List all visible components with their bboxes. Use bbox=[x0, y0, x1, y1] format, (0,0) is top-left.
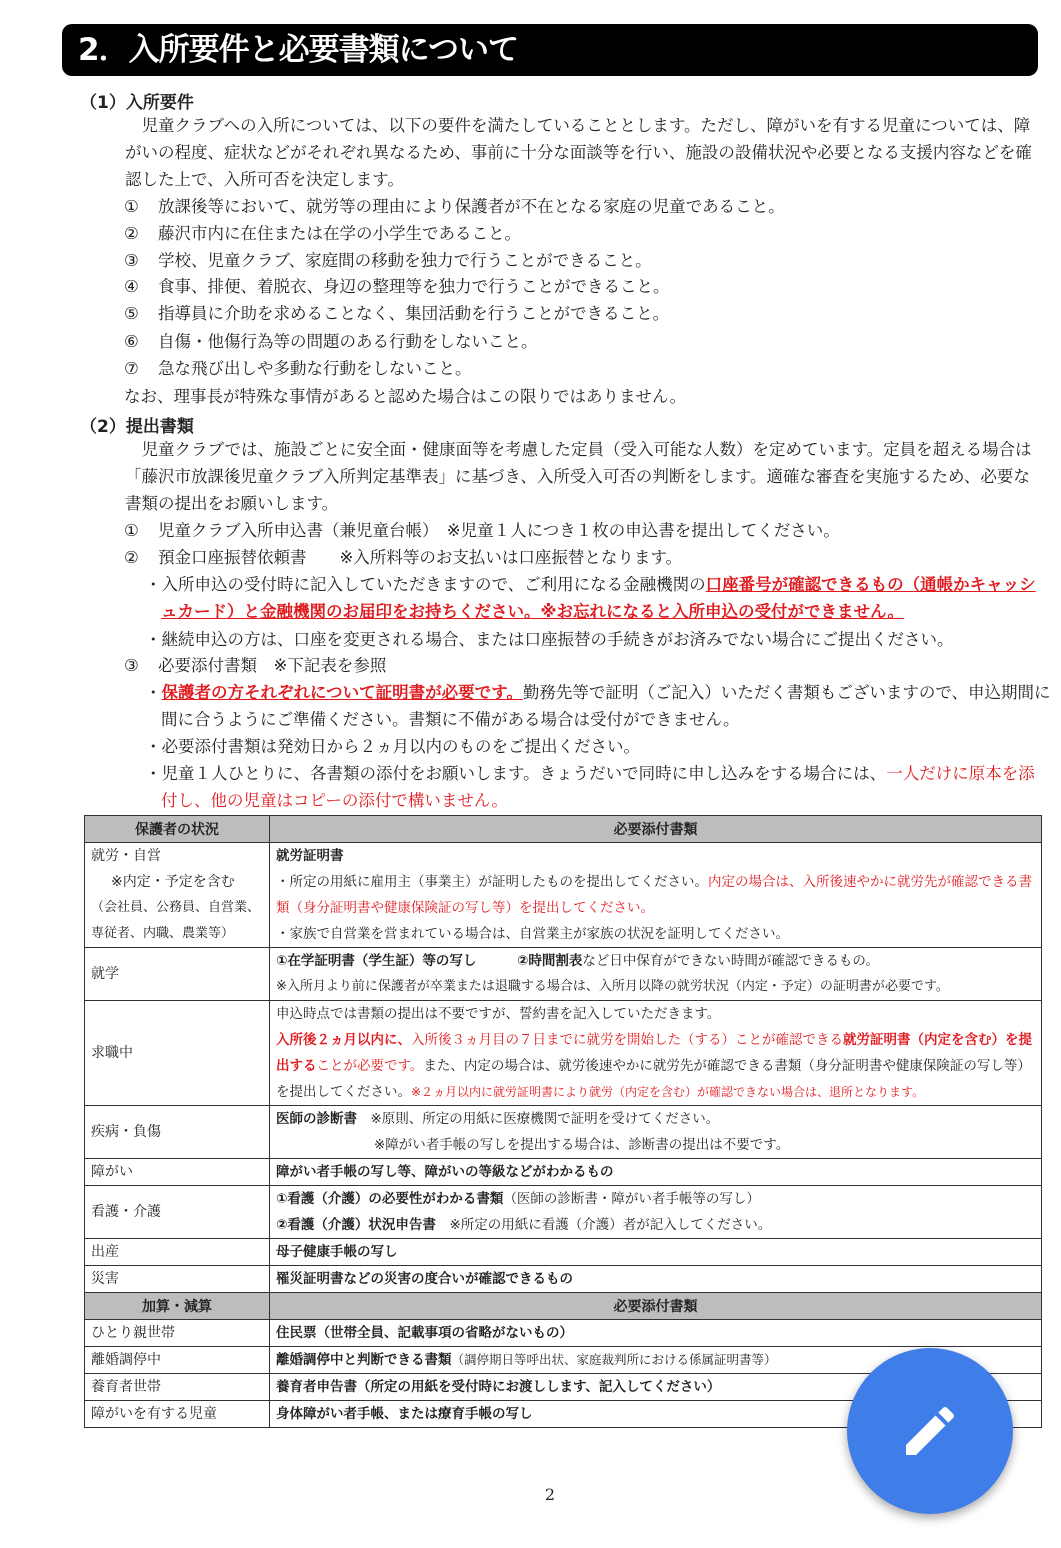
doc-title: ①看護（介護）の必要性がわかる書類 bbox=[276, 1191, 504, 1207]
cell-line: ※内定・予定を含む bbox=[111, 874, 235, 890]
table-cell-condition: 離婚調停中 bbox=[85, 1347, 270, 1374]
table-cell-documents bbox=[270, 1186, 1042, 1239]
doc-title: 離婚調停中と判断できる書類 bbox=[276, 1352, 452, 1368]
table-cell-documents bbox=[270, 843, 1042, 948]
table-header-cell: 必要添付書類 bbox=[270, 1293, 1042, 1320]
page-title: 2．入所要件と必要書類について bbox=[62, 24, 1038, 76]
table-cell-condition bbox=[85, 843, 270, 948]
bullet-emphasis: 保護者の方それぞれについて証明書が必要です。 bbox=[161, 683, 523, 702]
item-number: ② bbox=[124, 548, 139, 567]
table-cell-documents bbox=[270, 1106, 1042, 1159]
bullet-emphasis: 口座番号が確認できるもの（通帳かキャッシュカード）と金融機関のお届印をお持ちください。※お忘れになると入所申込の受付ができません。 bbox=[161, 575, 1036, 621]
item-number: ④ bbox=[124, 277, 139, 296]
doc-text: ※所定の用紙に看護（介護）者が記入してください。 bbox=[449, 1217, 772, 1233]
table-cell-condition: 障がいを有する児童 bbox=[85, 1401, 270, 1428]
item-text: 急な飛び出しや多動な行動をしないこと。 bbox=[158, 359, 472, 378]
list-item bbox=[124, 274, 670, 300]
doc-line bbox=[276, 948, 1035, 974]
requirements-intro: 児童クラブへの入所については、以下の要件を満たしていることとします。ただし、障がいを有する児童については、障がいの程度、症状などがそれぞれ異なるため、事前に十分な面談等を行い、施設の設備状況や必要となる支援内容などを確認した上で、入所可否を決定します。 bbox=[125, 116, 1032, 189]
item-number: ① bbox=[124, 521, 139, 540]
item-text: 学校、児童クラブ、家庭間の移動を独力で行うことができること。 bbox=[158, 251, 652, 270]
list-item bbox=[124, 194, 785, 220]
table-cell-condition: ひとり親世帯 bbox=[85, 1320, 270, 1347]
bullet-item bbox=[145, 571, 1051, 625]
item-text: 必要添付書類 ※下記表を参照 bbox=[158, 656, 387, 675]
table-row bbox=[85, 1239, 1042, 1266]
table-cell-condition: 求職中 bbox=[85, 1001, 270, 1106]
table-cell-documents: 母子健康手帳の写し bbox=[270, 1239, 1042, 1266]
table-header-row bbox=[85, 816, 1042, 843]
table-cell-documents: 養育者申告書（所定の用紙を受付時にお渡しします、記入してください） bbox=[270, 1374, 1042, 1401]
table-cell-condition: 障がい bbox=[85, 1159, 270, 1186]
table-cell-condition: 就学 bbox=[85, 948, 270, 1001]
table-header-cell: 加算・減算 bbox=[85, 1293, 270, 1320]
bullet-item: ・継続申込の方は、口座を変更される場合、または口座振替の手続きがお済みでない場合にご提出ください。 bbox=[145, 630, 954, 649]
bullet-item bbox=[145, 760, 1051, 814]
doc-line: ※入所月より前に保護者が卒業または退職する場合は、入所月以降の就労状況（内定・予定）の証明書が必要です。 bbox=[276, 979, 949, 994]
table-row bbox=[85, 1266, 1042, 1293]
bullet-text: ・入所申込の受付時に記入していただきますので、ご利用になる金融機関の bbox=[145, 575, 706, 594]
item-text: 藤沢市内に在住または在学の小学生であること。 bbox=[158, 224, 521, 243]
pencil-icon bbox=[898, 1399, 962, 1463]
list-item bbox=[124, 221, 521, 247]
table-row bbox=[85, 948, 1042, 1001]
bullet-item: ・必要添付書類は発効日から２ヵ月以内のものをご提出ください。 bbox=[145, 737, 640, 756]
doc-text: ・所定の用紙に雇用主（事業主）が証明したものを提出してください。 bbox=[276, 874, 708, 890]
item-number: ② bbox=[124, 224, 139, 243]
requirements-note: なお、理事長が特殊な事情があると認めた場合はこの限りではありません。 bbox=[124, 387, 686, 406]
table-cell-condition: 養育者世帯 bbox=[85, 1374, 270, 1401]
item-number: ⑤ bbox=[124, 304, 139, 323]
bullet-item: ・保護者の方それぞれについて証明書が必要です。勤務先等で証明（ご記入）いただく書類もございますので、申込期間に間に合うようにご準備ください。書類に不備がある場合は受付ができません。 bbox=[145, 683, 1051, 729]
doc-text-red: 内定の場合は、入所後速やかに就労先が確認できる書類（身分証明書や健康保険証の写し等）を提出してください。 bbox=[276, 874, 1032, 916]
item-number: ⑥ bbox=[124, 332, 139, 351]
doc-text: ※原則、所定の用紙に医療機関で証明を受けてください。 bbox=[370, 1111, 720, 1127]
item-text: 児童クラブ入所申込書（兼児童台帳） ※児童１人につき１枚の申込書を提出してください。 bbox=[158, 521, 840, 540]
section-title-documents: （2）提出書類 bbox=[80, 417, 194, 437]
doc-title: ②時間割表 bbox=[516, 953, 583, 969]
cell-line: 就労・自営 bbox=[91, 848, 161, 864]
table-row bbox=[85, 1106, 1042, 1159]
table-header-cell: 必要添付書類 bbox=[270, 816, 1042, 843]
doc-text: （調停期日等呼出状、家庭裁判所における係属証明書等） bbox=[451, 1352, 777, 1367]
table-cell-documents: 障がい者手帳の写し等、障がいの等級などがわかるもの bbox=[270, 1159, 1042, 1186]
documents-intro: 児童クラブでは、施設ごとに安全面・健康面等を考慮した定員（受入可能な人数）を定めています。定員を超える場合は「藤沢市放課後児童クラブ入所判定基準表」に基づき、入所受入可否の判断をします。適確な審査を実施するため、必要な書類の提出をお願いします。 bbox=[125, 440, 1032, 513]
list-item bbox=[124, 545, 682, 571]
doc-line: 申込時点では書類の提出は不要ですが、誓約書を記入していただきます。 bbox=[276, 1006, 721, 1022]
list-item bbox=[124, 653, 386, 679]
table-cell-documents: 罹災証明書などの災害の度合いが確認できるもの bbox=[270, 1266, 1042, 1293]
table-cell-documents: 住民票（世帯全員、記載事項の省略がないもの） bbox=[270, 1320, 1042, 1347]
section-title-requirements: （1）入所要件 bbox=[80, 93, 194, 113]
doc-text: など日中保育ができない時間が確認できるもの。 bbox=[582, 953, 879, 969]
doc-line: ※障がい者手帳の写しを提出する場合は、診断書の提出は不要です。 bbox=[374, 1137, 790, 1153]
table-cell-documents: 身体障がい者手帳、または療育手帳の写し bbox=[270, 1401, 1042, 1428]
list-item bbox=[124, 329, 538, 355]
page-number: 2 bbox=[544, 1485, 556, 1504]
doc-line bbox=[276, 1212, 1035, 1238]
table-cell-documents bbox=[270, 948, 1042, 1001]
doc-text-red: ことが必要です。 bbox=[316, 1058, 424, 1074]
edit-button[interactable] bbox=[847, 1348, 1013, 1514]
table-cell-documents bbox=[270, 1001, 1042, 1106]
table-header-row bbox=[85, 1293, 1042, 1320]
doc-title: 就労証明書 bbox=[276, 848, 344, 864]
table-cell-condition: 災害 bbox=[85, 1266, 270, 1293]
cell-line: （会社員、公務員、自営業、 bbox=[91, 900, 261, 915]
bullet-emphasis: 一人だけに原本を添付し、他の児童はコピーの添付で構いません。 bbox=[161, 764, 1035, 810]
doc-title: ②看護（介護）状況申告書 bbox=[276, 1217, 436, 1233]
doc-title: 医師の診断書 bbox=[276, 1111, 357, 1127]
bullet-text: ・児童１人ひとりに、各書類の添付をお願いします。きょうだいで同時に申し込みをする場合には、 bbox=[145, 764, 887, 783]
table-row bbox=[85, 1186, 1042, 1239]
table-row bbox=[85, 1159, 1042, 1186]
list-item bbox=[124, 356, 472, 382]
list-item bbox=[124, 301, 669, 327]
list-item bbox=[124, 248, 652, 274]
table-cell-condition: 疾病・負傷 bbox=[85, 1106, 270, 1159]
table-cell-condition: 出産 bbox=[85, 1239, 270, 1266]
item-number: ③ bbox=[124, 251, 139, 270]
bullet-text: 勤務先等で証明（ご記入）いただく書類もございますので、申込期間に間に合うようにご準備ください。書類に不備がある場合は受付ができません。 bbox=[161, 683, 1051, 729]
item-number: ① bbox=[124, 197, 139, 216]
item-text: 食事、排便、着脱衣、身辺の整理等を独力で行うことができること。 bbox=[158, 277, 670, 296]
doc-text-red: 入所後３ヵ月目の７日までに就労を開始した（する）ことが確認できる bbox=[411, 1032, 843, 1048]
doc-text: （医師の診断書・障がい者手帳等の写し） bbox=[503, 1191, 760, 1207]
item-number: ⑦ bbox=[124, 359, 139, 378]
table-row bbox=[85, 1001, 1042, 1106]
list-item bbox=[124, 518, 840, 544]
item-text: 預金口座振替依頼書 ※入所料等のお支払いは口座振替となります。 bbox=[158, 548, 683, 567]
item-text: 放課後等において、就労等の理由により保護者が不在となる家庭の児童であること。 bbox=[158, 197, 785, 216]
doc-line bbox=[276, 1186, 1035, 1212]
doc-line bbox=[276, 1027, 1035, 1105]
doc-line bbox=[276, 1106, 1035, 1132]
doc-text-red: 就労証明書（内定を含む）を提出する bbox=[276, 1032, 1032, 1074]
doc-text-red: ※２ヵ月以内に就労証明書により就労（内定を含む）が確認できない場合は、退所となります。 bbox=[411, 1085, 925, 1099]
doc-text-red: 入所後２ヵ月以内に、 bbox=[276, 1032, 411, 1048]
table-header-cell: 保護者の状況 bbox=[85, 816, 270, 843]
item-number: ③ bbox=[124, 656, 139, 675]
item-text: 指導員に介助を求めることなく、集団活動を行うことができること。 bbox=[158, 304, 670, 323]
table-cell-condition: 看護・介護 bbox=[85, 1186, 270, 1239]
doc-title: ①在学証明書（学生証）等の写し bbox=[276, 953, 477, 969]
cell-line: 専従者、内職、農業等） bbox=[91, 926, 235, 941]
required-documents-table bbox=[84, 815, 1042, 1428]
doc-line: ・家族で自営業を営まれている場合は、自営業主が家族の状況を証明してください。 bbox=[276, 926, 789, 942]
doc-text: また、内定の場合は、就労後速やかに就労先が確認できる書類（身分証明書や健康保険証の写し等）を提出してください。 bbox=[276, 1058, 1031, 1100]
table-row bbox=[85, 843, 1042, 948]
doc-line bbox=[276, 869, 1035, 921]
table-row bbox=[85, 1320, 1042, 1347]
item-text: 自傷・他傷行為等の問題のある行動をしないこと。 bbox=[158, 332, 538, 351]
